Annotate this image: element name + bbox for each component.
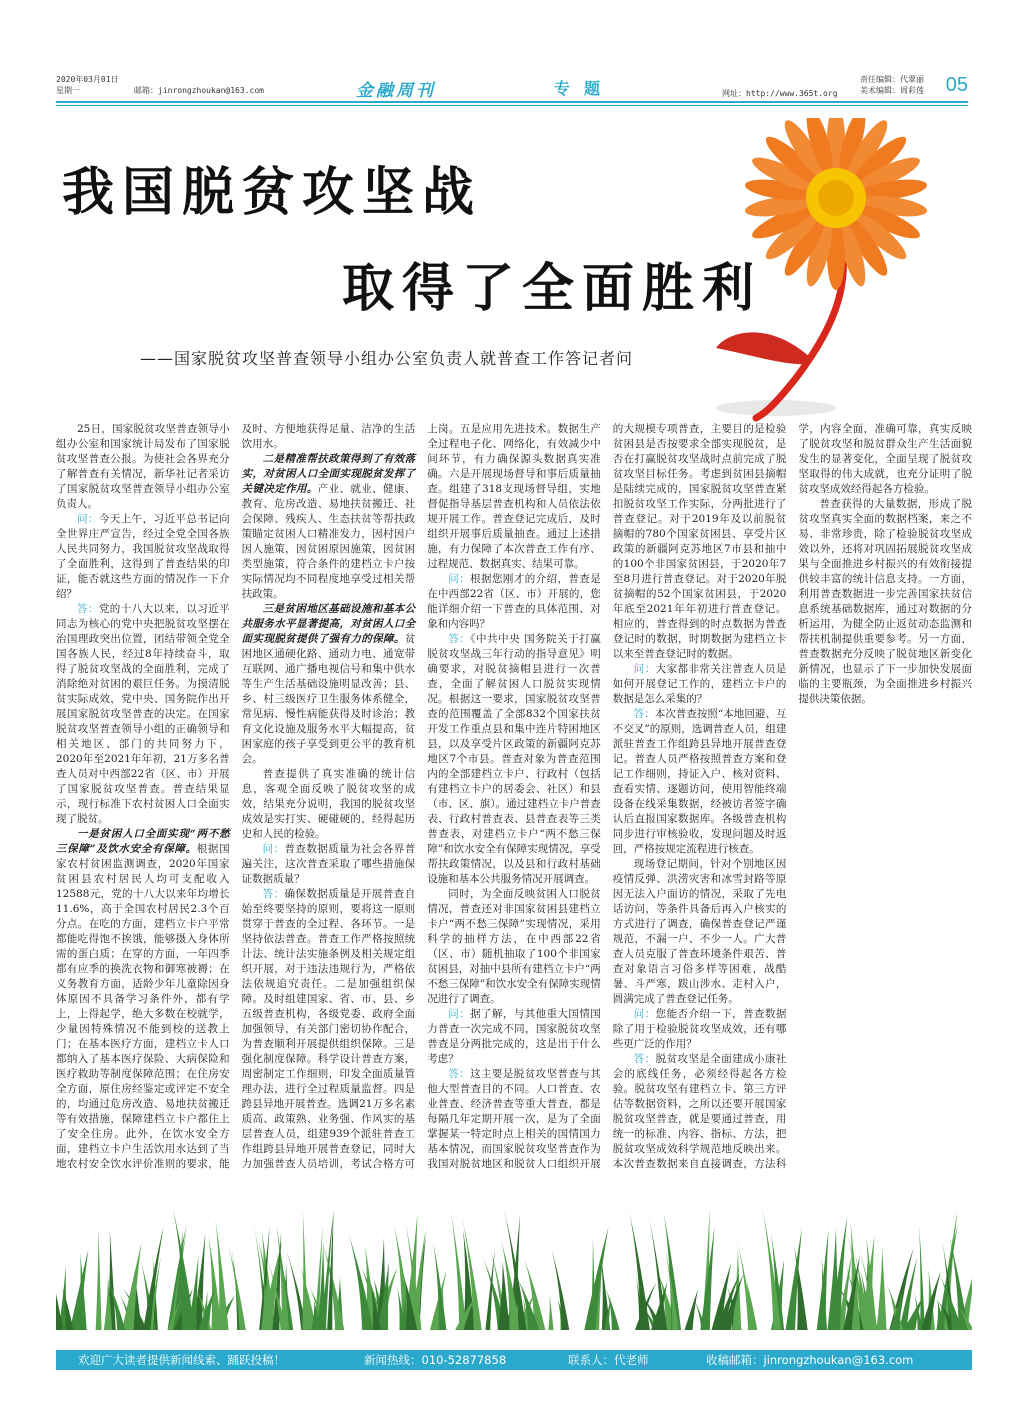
answer-label: 答： [77,603,99,615]
paragraph-text: 现场登记期间，针对个别地区因疫情反弹、洪涝灾害和冰雪封路等原因无法入户面访的情况，采取了先电话访问，等条件具备后再入户核实的方式进行了调查，确保普查登记严谨规范，不漏一户、不少一人。广大普查人员克服了普查环境条件艰苦、普查对象语言习俗多样等困难，战酷暑、斗严寒，跋山涉水、走村入户，圆满完成了普查登记任务。 [612,858,787,1005]
grass-blade [302,1209,307,1330]
article-body [56,422,972,1178]
article-paragraph [427,572,601,632]
article-paragraph [242,842,416,887]
question-label: 问： [633,663,656,675]
paragraph-text: 本次普查按照“本地回避、互不交叉”的原则，选调普查人员，组建派驻普查工作组跨县异地开展普查登记。普查人员严格按照普查方案和登记工作细则，持证入户、核对资料、查看实情、逐题访问，使用智能终端设备在线采集数据，经被访者签字确认后直报国家数据库。各级普查机构同步进行审核验收，发现问题及时返回，严格按规定流程进行核查。 [612,708,787,855]
editor-duty: 责任编辑：代翠丽 [860,75,924,84]
issue-date-block [56,74,119,96]
header-website: 网址：http://www.365t.org [722,89,838,98]
question-label: 问： [633,1008,656,1020]
paragraph-text: 普查获得的大量数据，形成了脱贫攻坚真实全面的数据档案，来之不易、非常珍贵，除了检验脱贫攻坚成效以外，还将对巩固拓展脱贫攻坚成果与全面推进乡村振兴的有效衔接提供较丰富的统计信息支持。一方面，利用普查数据进一步完善国家扶贫信息系统基础数据库，通过对数据的分析运用，为健全防止返贫动态监测和帮扶机制提供重要参考。另一方面，普查数据充分反映了脱贫地区新变化新情况，也显示了下一步加快发展面临的主要瓶颈，为全面推进乡村振兴提供决策依据。 [798,498,972,705]
grass-blade [548,1295,553,1330]
paragraph-text: 今天上午，习近平总书记向全世界庄严宣告，经过全党全国各族人民共同努力，我国脱贫攻坚战取得了全面胜利，这得到了普查结果的印证，能否就这些方面的情况作一下介绍？ [56,513,230,600]
paragraph-text: 根据国家农村贫困监测调查，2020年国家贫困县农村居民人均可支配收入12588元，党的十八大以来年均增长11.6%，高于全国农村居民2.3个百分点。在吃的方面，建档立卡户平常都能吃得饱不挨饿，能够摄入身体所需的蛋白质；在穿的方面，一年四季都有应季的换洗衣物和御寒被褥；在义务教育方面，适龄少年儿童除因身体原因不具备学习条件外，都有学上，上得起学，绝大多数在校就学，少量因特殊情况不能到校的送教上门；在基本医疗方面，建档立卡人口都纳入了基本医疗保险、大病保险和医疗救助等制度保障范围；在住房安全方面，原住房经鉴定或评定不安全的，均通过危房改造、易地扶贫搬迁等有效措施，保障建档立卡户都住上了安全住房。此外，在饮水安全方面，建档立卡户生活饮用水达到了当地农村安全饮水评价准则的要求，能及时、方便地获得足量、洁净的生活饮用水。 [56,423,416,1170]
header-rule [56,101,968,103]
page-footer [56,1350,972,1370]
question-label: 问： [77,513,99,525]
article-paragraph [242,767,416,842]
article-paragraph [242,602,416,767]
paragraph-text: 贫困地区通硬化路、通动力电、通宽带互联网、通广播电视信号和集中供水等生产生活基础设施明显改善；县、乡、村三级医疗卫生服务体系健全，常见病、慢性病能获得及时诊治；教育文化设施及服务水平大幅提高，贫困家庭的孩子享受到更公平的教育机会。 [241,633,416,765]
question-label: 问： [262,843,285,855]
header-rule-thin [56,105,968,106]
article-paragraph [427,632,601,887]
headline-line2: 取得了全面胜利 [342,258,763,319]
paragraph-text: 据了解，与其他重大国情国力普查一次完成不同，国家脱贫攻坚普查是分两批完成的，这是出于什么考虑？ [427,1008,601,1065]
daisy-flower-illustration [706,118,1006,438]
article-paragraph [427,887,601,1007]
paragraph-text: 您能否介绍一下，普查数据除了用于检验脱贫攻坚成效，还有哪些更广泛的作用？ [612,1008,787,1050]
article-paragraph [613,857,787,1007]
answer-label: 答： [262,888,285,900]
headline-line1: 我国脱贫攻坚战 [62,162,483,223]
flower-leaf [716,332,811,364]
article-paragraph [613,1007,787,1052]
question-label: 问： [448,1008,471,1020]
issue-weekday: 星期一 [56,86,80,95]
paragraph-text: 党的十八大以来，以习近平同志为核心的党中央把脱贫攻坚摆在治国理政突出位置，团结带领全党全国各族人民，经过8年持续奋斗，取得了脱贫攻坚战的全面胜利，完成了消除绝对贫困的艰巨任务。为摸清脱贫实际成效，党中央、国务院作出开展国家脱贫攻坚普查的决定。在国家脱贫攻坚普查领导小组的正确领导和相关地区、部门的共同努力下，2020年至2021年年初，21万多名普查人员对中西部22省（区、市）开展了国家脱贫攻坚普查。普查结果显示，现行标准下农村贫困人口全面实现了脱贫。 [56,603,230,825]
subheadline: ——国家脱贫攻坚普查领导小组办公室负责人就普查工作答记者问 [140,349,634,368]
paragraph-text: 25日，国家脱贫攻坚普查领导小组办公室和国家统计局发布了国家脱贫攻坚普查公报。为使社会各界充分了解普查有关情况，新华社记者采访了国家脱贫攻坚普查领导小组办公室负责人。 [56,423,230,510]
paragraph-lead: 二是精准帮扶政策得到了有效落实，对贫困人口全面实现脱贫发挥了关键决定作用。 [241,453,416,495]
grass-blade [919,1224,925,1330]
grass-blade [96,1227,102,1330]
grass-blade [685,1289,698,1330]
article-paragraph [242,452,416,602]
grass-blade [762,1206,781,1330]
article-paragraph [56,512,230,602]
grass-illustration [56,1200,972,1330]
answer-label: 答： [633,1053,656,1065]
section-name: 专题 [554,79,615,98]
article-paragraph [613,707,787,857]
article-paragraph [427,1007,601,1067]
editor-art: 美术编辑：周彩莲 [860,86,924,95]
paragraph-lead: 一是贫困人口全面实现“两不愁三保障”及饮水安全有保障。 [56,828,230,855]
footer-email: 收稿邮箱：jinrongzhoukan@163.com [706,1353,914,1367]
page-number: 05 [945,74,968,96]
grass-blade [227,1241,245,1330]
paragraph-text: 同时，为全面反映贫困人口脱贫情况，普查还对非国家贫困县建档立卡户“两不愁三保障”实现情况，采用科学的抽样方法，在中西部22省（区、市）随机抽取了100个非国家贫困县，对抽中县所有建档立卡户“两不愁三保障”和饮水安全有保障实现情况进行了调查。 [427,888,601,1005]
question-label: 问： [448,573,471,585]
paragraph-text: 大家都非常关注普查人员是如何开展登记工作的，建档立卡户的数据是怎么采集的？ [612,663,787,705]
editor-credits [860,74,924,96]
paragraph-text: 产业、就业、健康、教育、危房改造、易地扶贫搬迁、社会保障、残疾人、生态扶贫等帮扶政策瞄定贫困人口精准发力，因村因户因人施策，因贫困原因施策，因贫困类型施策，符合条件的建档立卡户按实际情况均不同程度地享受过相关帮扶政策。 [241,483,416,600]
article-paragraph [56,602,230,827]
grass-blade [876,1247,886,1330]
paragraph-text: 脱贫攻坚是全面建成小康社会的底线任务，必须经得起各方检验。脱贫攻坚有建档立卡、第三方评估等数据资料，之所以还要开展国家脱贫攻坚普查，就是要通过普查，用统一的标准、内容、指标、方法，把脱贫攻坚成效科学规范地反映出来。本次普查数据来自直接调查，方法科学，内容全面，准确可靠，真实反映了脱贫攻坚和脱贫群众生产生活面貌发生的显著变化，全面呈现了脱贫攻坚取得的伟大成就，也充分证明了脱贫攻坚成效经得起各方检验。 [612,423,972,1170]
paragraph-lead: 三是贫困地区基础设施和基本公共服务水平显著提高，对贫困人口全面实现脱贫提供了强有力的保障。 [241,603,416,645]
paragraph-text: 根据您刚才的介绍，普查是在中西部22省（区、市）开展的，您能详细介绍一下普查的具体范围、对象和内容吗？ [427,573,601,630]
footer-invitation: 欢迎广大读者提供新闻线索、踊跃投稿！ [78,1353,285,1367]
paragraph-text: 确保数据质量是开展普查自始至终要坚持的原则，要将这一原则贯穿于普查的全过程、各环节。一是坚持依法普查。普查工作严格按照统计法、统计法实施条例及相关规定组织开展，对于违法违规行为，严格依法依规追究责任。二是加强组织保障。及时组建国家、省、市、县、乡五级普查机构，各级党委、政府全面加强领导，有关部门密切协作配合，为普查顺利开展提供组织保障。三是强化制度保障。科学设计普查方案，周密制定工作细则，印发全面质量管理办法，进行全过程质量监督。四是跨县异地开展普查。选调21万多名素质高、政策熟、业务强、作风实的基层普查人员，组建939个派驻普查工作组跨县异地开展普查登记，同时大力加强普查人员培训，考试合格方可上岗。五是应用先进技术。数据生产全过程电子化、网络化，有效减少中间环节，有力确保源头数据真实准确。六是开展现场督导和事后质量抽查。组建了318支现场督导组，实地督促指导基层普查机构和人员依法依规开展工作。普查登记完成后，及时组织开展事后质量抽查。通过上述措施，有力保障了本次普查工作有序、过程规范、数据真实、结果可靠。 [241,423,601,1170]
grass-blade [551,1246,570,1330]
answer-label: 答： [448,633,471,645]
flower-center-inner [818,180,854,216]
paragraph-text: 普查提供了真实准确的统计信息，客观全面反映了脱贫攻坚的成效，结果充分说明，我国的脱贫攻坚成效是实打实、硬碰硬的，经得起历史和人民的检验。 [241,768,416,840]
article-paragraph [56,422,230,512]
issue-date: 2020年03月01日 [56,75,119,84]
header-email: 邮箱：jinrongzhoukan@163.com [134,86,264,95]
article-paragraph [613,662,787,707]
answer-label: 答： [448,1068,471,1080]
paragraph-text: 这主要是脱贫攻坚普查与其他大型普查目的不同。人口普查、农业普查、经济普查等重大普查，都是每隔几年定期开展一次，是为了全面掌握某一特定时点上相关的国情国力基本情况，而国家脱贫攻坚普查作为我国对脱贫地区和脱贫人口组织开展的大规模专项普查，主要目的是检验贫困县是否按要求全部实现脱贫，是否在打赢脱贫攻坚战时点前完成了脱贫攻坚目标任务。考虑到贫困县摘帽是陆续完成的，国家脱贫攻坚普查紧扣脱贫攻坚工作实际，分两批进行了普查登记。对于2019年及以前脱贫摘帽的780个国家贫困县、享受片区政策的新疆阿克苏地区7市县和抽中的100个非国家贫困县，于2020年7至8月进行普查登记。对于2020年脱贫摘帽的52个国家贫困县，于2020年底至2021年年初进行普查登记。相应的，普查得到的时点数据为普查登记时的数据，时期数据为建档立卡以来至普查登记时的数据。 [427,423,787,1170]
paragraph-text: 《中共中央 国务院关于打赢脱贫攻坚战三年行动的指导意见》明确要求，对脱贫摘帽县进行一次普查，全面了解贫困人口脱贫实现情况。根据这一要求，国家脱贫攻坚普查的范围覆盖了全部832个国家扶贫开发工作重点县和集中连片特困地区县，以及享受片区政策的新疆阿克苏地区7个市县。普查对象为普查范围内的全部建档立卡户、行政村（包括有建档立卡户的居委会、社区）和县（市、区、旗）。通过建档立卡户普查表、行政村普查表、县普查表等三类普查表，对建档立卡户“两不愁三保障”和饮水安全有保障实现情况，享受帮扶政策情况，以及县和行政村基础设施和基本公共服务情况开展调查。 [427,633,601,885]
footer-hotline: 新闻热线：010-52877858 [364,1353,507,1367]
article-paragraph [798,497,972,707]
masthead-logo: 金融周刊 [356,81,436,101]
answer-label: 答： [633,708,655,720]
footer-contact: 联系人：代老师 [568,1353,649,1367]
paragraph-text: 普查数据质量为社会各界普遍关注，这次普查采取了哪些措施保证数据质量？ [241,843,416,885]
